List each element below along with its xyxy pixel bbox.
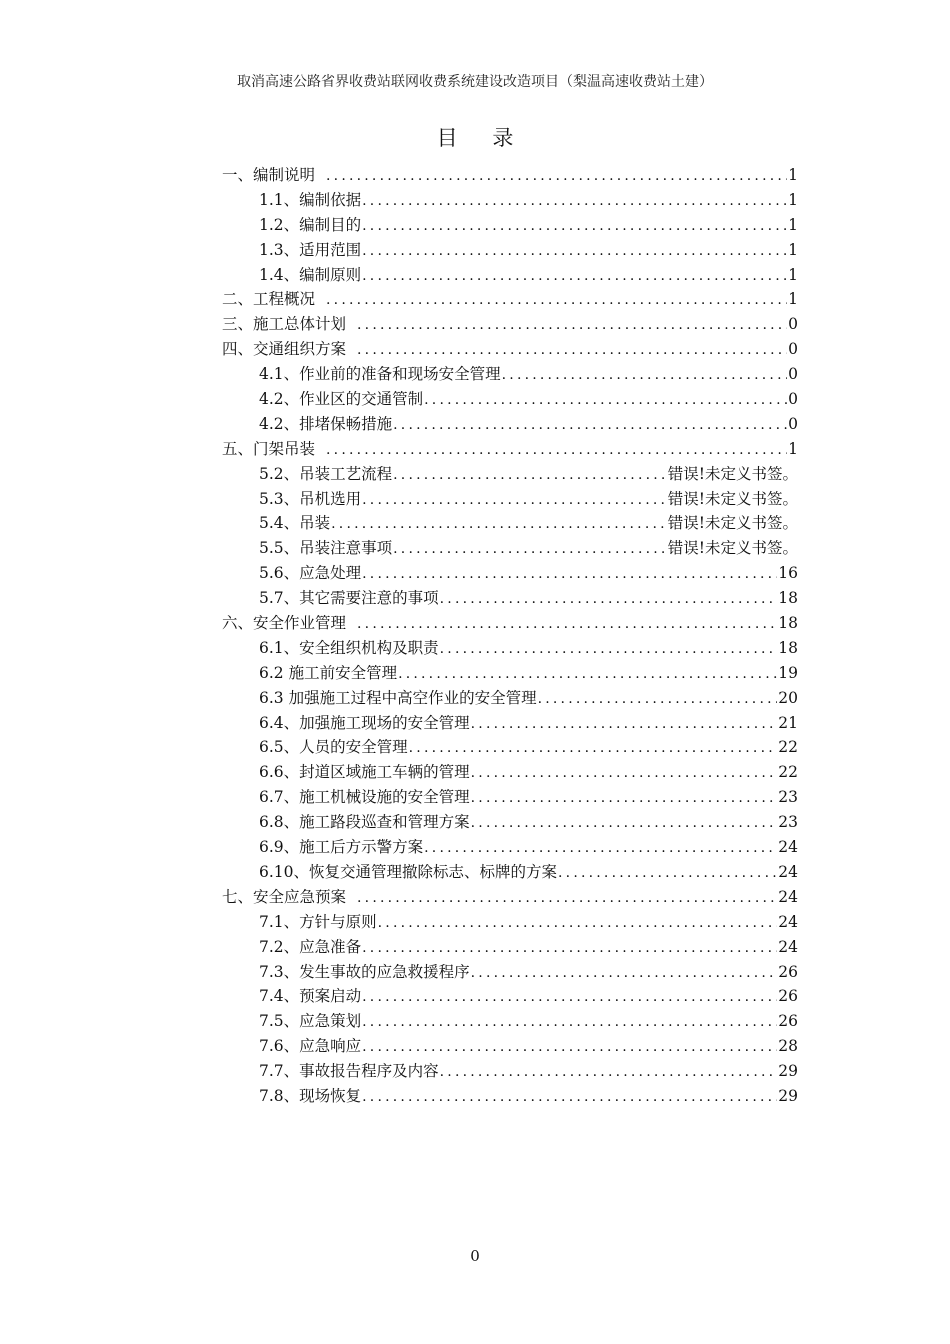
toc-entry-title: 7.8、现场恢复 — [259, 1086, 362, 1105]
toc-entry[interactable] — [222, 661, 798, 686]
toc-entry[interactable] — [222, 810, 798, 835]
toc-entry[interactable] — [222, 387, 798, 412]
toc-entry[interactable] — [222, 437, 798, 462]
toc-entry-title: 7.5、应急策划 — [259, 1012, 362, 1031]
toc-entry-title: 6.2 施工前安全管理 — [259, 663, 398, 682]
toc-entry-page: 29 — [778, 1062, 798, 1081]
toc-entry[interactable] — [222, 263, 798, 288]
toc-dot-leader — [471, 761, 778, 786]
toc-dot-leader — [362, 239, 787, 264]
toc-entry-page: 错误!未定义书签。 — [667, 464, 798, 483]
toc-title: 目 录 — [436, 126, 528, 150]
toc-entry-title: 1.3、适用范围 — [259, 240, 362, 259]
toc-entry-title: 5.5、吊装注意事项 — [259, 539, 393, 558]
toc-entry-page: 20 — [778, 688, 798, 707]
toc-entry[interactable] — [222, 337, 798, 362]
toc-entry[interactable] — [222, 711, 798, 736]
toc-entry[interactable] — [222, 835, 798, 860]
toc-dot-leader — [326, 164, 787, 189]
toc-entry[interactable] — [222, 636, 798, 661]
toc-entry-page: 1 — [788, 290, 798, 309]
toc-entry-page: 1 — [788, 190, 798, 209]
toc-dot-leader — [393, 463, 667, 488]
toc-dot-leader — [362, 264, 787, 289]
toc-entry-title: 5.4、吊装 — [259, 514, 331, 533]
toc-entry-title: 7.1、方针与原则 — [259, 912, 377, 931]
toc-entry-page: 26 — [778, 962, 798, 981]
toc-entry-page: 29 — [778, 1086, 798, 1105]
toc-entry[interactable] — [222, 860, 798, 885]
toc-entry-title: 6.9、施工后方示警方案 — [259, 838, 424, 857]
toc-entry-page: 26 — [778, 987, 798, 1006]
toc-entry-title: 6.1、安全组织机构及职责 — [259, 638, 439, 657]
toc-entry[interactable] — [222, 611, 798, 636]
toc-entry-page: 24 — [778, 838, 798, 857]
toc-dot-leader — [326, 288, 787, 313]
toc-entry-title: 4.2、排堵保畅措施 — [259, 414, 393, 433]
toc-entry-page: 错误!未定义书签。 — [667, 514, 798, 533]
toc-dot-leader — [362, 214, 787, 239]
toc-entry-title: 5.3、吊机选用 — [259, 489, 362, 508]
toc-entry[interactable] — [222, 188, 798, 213]
toc-entry-page: 错误!未定义书签。 — [667, 539, 798, 558]
toc-dot-leader — [440, 587, 778, 612]
toc-dot-leader — [362, 488, 667, 513]
toc-dot-leader — [471, 786, 778, 811]
toc-entry-title: 4.2、作业区的交通管制 — [259, 390, 424, 409]
toc-entry-title: 七、安全应急预案 — [222, 887, 347, 906]
toc-dot-leader — [538, 687, 778, 712]
toc-dot-leader — [440, 637, 778, 662]
toc-entry[interactable] — [222, 760, 798, 785]
toc-dot-leader — [326, 438, 787, 463]
toc-entry-page: 16 — [778, 564, 798, 583]
toc-dot-leader — [357, 338, 787, 363]
toc-dot-leader — [424, 388, 787, 413]
toc-entry-title: 5.2、吊装工艺流程 — [259, 464, 393, 483]
toc-entry[interactable] — [222, 487, 798, 512]
toc-entry-page: 1 — [788, 439, 798, 458]
toc-entry[interactable] — [222, 735, 798, 760]
toc-entry-page: 0 — [788, 365, 798, 384]
toc-entry-page: 24 — [778, 912, 798, 931]
toc-entry-title: 5.7、其它需要注意的事项 — [259, 589, 439, 608]
toc-entry-page: 1 — [788, 265, 798, 284]
toc-entry-page: 19 — [778, 663, 798, 682]
toc-entry[interactable] — [222, 511, 798, 536]
toc-entry-title: 一、编制说明 — [222, 166, 316, 184]
toc-dot-leader — [378, 911, 778, 936]
toc-dot-leader — [357, 313, 787, 338]
toc-entry[interactable] — [222, 984, 798, 1009]
toc-dot-leader — [331, 512, 667, 537]
toc-entry-page: 28 — [778, 1037, 798, 1056]
toc-entry-page: 21 — [778, 713, 798, 732]
toc-entry-page: 24 — [778, 937, 798, 956]
toc-dot-leader — [471, 961, 778, 986]
toc-entry-title: 6.4、加强施工现场的安全管理 — [259, 713, 470, 732]
toc-dot-leader — [409, 736, 778, 761]
toc-entry-page: 26 — [778, 1012, 798, 1031]
toc-entry[interactable] — [222, 1084, 798, 1109]
toc-entry[interactable] — [222, 1009, 798, 1034]
toc-entry-page: 22 — [778, 763, 798, 782]
toc-entry-page: 18 — [778, 614, 798, 633]
toc-entry-title: 6.7、施工机械设施的安全管理 — [259, 788, 470, 807]
toc-dot-leader — [424, 836, 777, 861]
toc-entry-page: 24 — [778, 862, 798, 881]
toc-dot-leader — [393, 413, 787, 438]
toc-entry-page: 22 — [778, 738, 798, 757]
toc-entry[interactable] — [222, 785, 798, 810]
toc-entry-page: 1 — [788, 166, 798, 184]
toc-entry[interactable] — [222, 362, 798, 387]
toc-dot-leader — [362, 985, 777, 1010]
toc-dot-leader — [471, 811, 778, 836]
toc-entry-page: 18 — [778, 589, 798, 608]
toc-entry[interactable] — [222, 561, 798, 586]
toc-entry[interactable] — [222, 163, 798, 188]
toc-entry[interactable] — [222, 1034, 798, 1059]
toc-dot-leader — [502, 363, 787, 388]
toc-entry-title: 1.2、编制目的 — [259, 215, 362, 234]
toc-entry[interactable] — [222, 238, 798, 263]
toc-dot-leader — [398, 662, 777, 687]
toc-entry[interactable] — [222, 213, 798, 238]
toc-entry-title: 6.8、施工路段巡查和管理方案 — [259, 813, 470, 832]
toc-entry-title: 7.3、发生事故的应急救援程序 — [259, 962, 470, 981]
page-number: 0 — [470, 1247, 480, 1265]
toc-entry-title: 7.6、应急响应 — [259, 1037, 362, 1056]
toc-dot-leader — [440, 1060, 778, 1085]
toc-entry[interactable] — [222, 1059, 798, 1084]
toc-entry[interactable] — [222, 686, 798, 711]
toc-entry-title: 1.1、编制依据 — [259, 190, 362, 209]
toc-entry-page: 18 — [778, 638, 798, 657]
toc-dot-leader — [558, 861, 777, 886]
toc-entry-title: 6.5、人员的安全管理 — [259, 738, 408, 757]
toc-entry-page: 错误!未定义书签。 — [667, 489, 798, 508]
toc-entry-page: 23 — [778, 813, 798, 832]
toc-entry[interactable] — [222, 287, 798, 312]
toc-entry[interactable] — [222, 312, 798, 337]
toc-dot-leader — [357, 612, 777, 637]
toc-entry-title: 四、交通组织方案 — [222, 340, 347, 359]
toc-entry[interactable] — [222, 536, 798, 561]
toc-entry-title: 5.6、应急处理 — [259, 564, 362, 583]
toc-entry-title: 4.1、作业前的准备和现场安全管理 — [259, 365, 501, 384]
toc-entry-page: 0 — [788, 340, 798, 359]
toc-entry-page: 24 — [778, 887, 798, 906]
toc-entry[interactable] — [222, 885, 798, 910]
toc-entry[interactable] — [222, 960, 798, 985]
toc-entry[interactable] — [222, 462, 798, 487]
toc-dot-leader — [362, 936, 777, 961]
toc-entry-page: 0 — [788, 315, 798, 334]
table-of-contents — [222, 163, 798, 1109]
toc-entry-page: 1 — [788, 240, 798, 259]
toc-entry-title: 二、工程概况 — [222, 290, 316, 309]
toc-entry-page: 1 — [788, 215, 798, 234]
toc-entry[interactable] — [222, 586, 798, 611]
toc-dot-leader — [357, 886, 777, 911]
toc-entry-title: 7.2、应急准备 — [259, 937, 362, 956]
toc-dot-leader — [362, 1085, 777, 1110]
running-header: 取消高速公路省界收费站联网收费系统建设改造项目（梨温高速收费站土建） — [237, 74, 713, 90]
toc-dot-leader — [393, 537, 667, 562]
toc-entry[interactable] — [222, 412, 798, 437]
toc-dot-leader — [362, 189, 787, 214]
toc-entry-title: 6.3 加强施工过程中高空作业的安全管理 — [259, 688, 537, 707]
toc-entry[interactable] — [222, 935, 798, 960]
toc-entry[interactable] — [222, 910, 798, 935]
toc-entry-title: 6.6、封道区域施工车辆的管理 — [259, 763, 470, 782]
toc-entry-title: 六、安全作业管理 — [222, 614, 347, 633]
toc-dot-leader — [362, 1010, 777, 1035]
toc-entry-title: 三、施工总体计划 — [222, 315, 347, 334]
toc-entry-title: 7.7、事故报告程序及内容 — [259, 1062, 439, 1081]
toc-dot-leader — [362, 562, 777, 587]
toc-entry-title: 五、门架吊装 — [222, 439, 316, 458]
toc-entry-title: 7.4、预案启动 — [259, 987, 362, 1006]
toc-entry-page: 0 — [788, 390, 798, 409]
toc-entry-page: 0 — [788, 414, 798, 433]
toc-entry-title: 6.10、恢复交通管理撤除标志、标牌的方案 — [259, 862, 558, 881]
toc-entry-title: 1.4、编制原则 — [259, 265, 362, 284]
toc-dot-leader — [362, 1035, 777, 1060]
toc-dot-leader — [471, 712, 778, 737]
toc-entry-page: 23 — [778, 788, 798, 807]
